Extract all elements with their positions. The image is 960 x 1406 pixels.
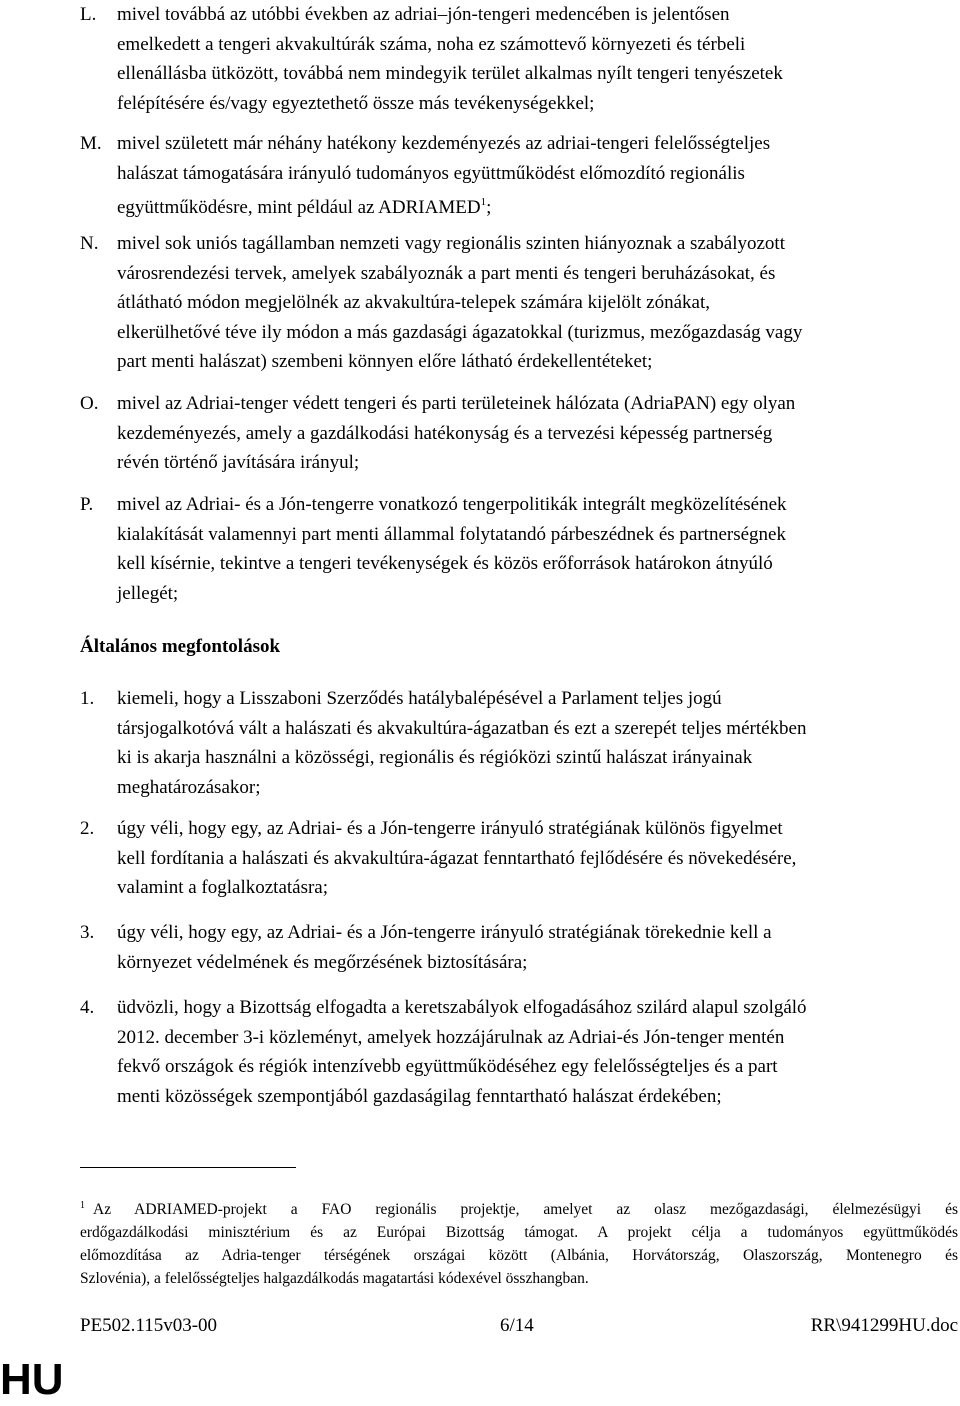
recital-line: emelkedett a tengeri akvakultúrák száma, noha ez számottevő környezeti és térbeli xyxy=(117,33,746,55)
recital-line: mivel sok uniós tagállamban nemzeti vagy regionális szinten hiányoznak a szabályozott xyxy=(117,233,785,254)
paragraph-1 xyxy=(80,684,960,802)
recital-line: mivel született már néhány hatékony kezdeményezés az adriai-tengeri felelősségteljes xyxy=(117,133,771,154)
footnote-text: Az ADRIAMED-projekt a FAO regionális projektje, amelyet az olasz mezőgazdasági, élelmezésügyi és xyxy=(93,1201,958,1218)
recital-punctuation: ; xyxy=(486,197,492,218)
page-footer xyxy=(80,1311,958,1341)
recital-M xyxy=(80,129,960,223)
paragraph-2 xyxy=(80,814,960,903)
paragraph-number: 4. xyxy=(80,997,95,1018)
recital-line: kezdeményezés, amely a gazdálkodási hatékonyság és a tervezési képesség partnerség xyxy=(117,422,773,444)
recital-line: városrendezési tervek, amelyek szabályoznák a part menti és tengeri beruházásokat, és xyxy=(117,262,776,284)
recital-line: elkerülhetővé téve ily módon a más gazdasági ágazatokkal (turizmus, mezőgazdaság vagy xyxy=(117,321,803,343)
recital-label: L. xyxy=(80,4,97,25)
paragraph-line: úgy véli, hogy egy, az Adriai- és a Jón-tengerre irányuló stratégiának különös figyelmet xyxy=(117,818,783,839)
recital-label: N. xyxy=(80,233,99,254)
recital-label: P. xyxy=(80,494,94,515)
recital-line: átlátható módon megjelölnék az akvakultúra-telepek számára kijelölt zónákat, xyxy=(117,292,710,313)
paragraph-line: fekvő országok és régiók intenzívebb együttműködéséhez egy felelősségteljes és a part xyxy=(117,1056,778,1077)
recital-line: mivel az Adriai- és a Jón-tengerre vonatkozó tengerpolitikák integrált megközelítésének xyxy=(117,494,787,515)
footnote-line xyxy=(80,1194,958,1221)
paragraph-number: 3. xyxy=(80,922,95,943)
paragraph-number: 1. xyxy=(80,688,95,709)
recital-text: együttműködésre, mint például az ADRIAMED xyxy=(117,197,481,218)
footnote-line: előmozdítása az Adria-tenger térségének országai között (Albánia, Horvátország, Olaszország, Montenegro és xyxy=(80,1247,958,1264)
section-heading: Általános megfontolások xyxy=(80,636,281,657)
footnote-reference[interactable]: 1 xyxy=(480,196,487,208)
paragraph-line: üdvözli, hogy a Bizottság elfogadta a keretszabályok elfogadásához szilárd alapul szolgáló xyxy=(117,997,807,1018)
paragraph-number: 2. xyxy=(80,818,95,839)
recital-L xyxy=(80,0,960,118)
recital-line: felépítésére és/vagy egyeztethető össze más tevékenységekkel; xyxy=(117,92,595,114)
recital-line: mivel az Adriai-tenger védett tengeri és parti területeinek hálózata (AdriaPAN) egy olyan xyxy=(117,393,796,414)
footnote-line: Szlovénia), a felelősségteljes halgazdálkodás magatartási kódexével összhangban. xyxy=(80,1270,589,1287)
recital-O xyxy=(80,389,960,478)
recital-line-last xyxy=(117,188,960,223)
paragraph-line: úgy véli, hogy egy, az Adriai- és a Jón-tengerre irányuló stratégiának törekednie kell a xyxy=(117,922,772,943)
recital-line: jellegét; xyxy=(117,582,179,604)
recital-line: part menti halászat) szembeni könnyen előre látható érdekellentéteket; xyxy=(117,351,653,372)
paragraph-line: valamint a foglalkoztatásra; xyxy=(117,877,329,898)
recital-N xyxy=(80,229,960,377)
paragraph-line: 2012. december 3-i közleményt, amelyek hozzájárulnak az Adriai-és Jón-tenger mentén xyxy=(117,1026,785,1048)
paragraph-line: környezet védelmének és megőrzésének biztosítására; xyxy=(117,951,528,973)
footnote-line: erdőgazdálkodási minisztérium és az Európai Bizottság támogat. A projekt célja a tudományos együttműködés xyxy=(80,1224,958,1241)
recital-label: O. xyxy=(80,393,99,414)
file-reference: RR\941299HU.doc xyxy=(810,1315,958,1336)
paragraph-3 xyxy=(80,918,960,977)
footnote-separator xyxy=(80,1167,296,1168)
recital-line: kell kísérnie, tekintve a tengeri tevékenységek és közös erőforrások határokon átnyúló xyxy=(117,553,773,574)
recital-label: M. xyxy=(80,133,102,154)
recital-line: mivel továbbá az utóbbi években az adriai–jón-tengeri medencében is jelentősen xyxy=(117,4,730,25)
paragraph-4 xyxy=(80,993,960,1111)
recital-line: révén történő javítására irányul; xyxy=(117,452,360,473)
footnote-marker: 1 xyxy=(80,1200,85,1211)
document-code: PE502.115v03-00 xyxy=(80,1315,218,1336)
recital-line: kialakítását valamennyi part menti állammal folytatandó párbeszédnek és partnerségnek xyxy=(117,523,786,545)
recital-P xyxy=(80,490,960,608)
paragraph-line: ki is akarja használni a közösségi, regionális és régióközi szintű halászat irányainak xyxy=(117,747,753,768)
recital-line: halászat támogatására irányuló tudományos együttműködést előmozdító regionális xyxy=(117,162,745,184)
paragraph-line: menti közösségek szempontjából gazdaságilag fenntartható halászat érdekében; xyxy=(117,1085,722,1107)
paragraph-line: kiemeli, hogy a Lisszaboni Szerződés hatálybalépésével a Parlament teljes jogú xyxy=(117,688,722,709)
language-code: HU xyxy=(0,1355,64,1404)
paragraph-line: meghatározásakor; xyxy=(117,776,261,798)
footnote xyxy=(80,1194,958,1290)
paragraph-line: kell fordítania a halászati és akvakultúra-ágazat fenntartható fejlődésére és növekedésére, xyxy=(117,847,797,869)
recital-line: ellenállásba ütközött, továbbá nem mindegyik terület alkalmas nyílt tengeri tenyészetek xyxy=(117,63,783,84)
page-number: 6/14 xyxy=(500,1315,534,1336)
paragraph-line: társjogalkotóvá vált a halászati és akvakultúra-ágazatban és ezt a szerepét teljes mértékben xyxy=(117,717,807,739)
